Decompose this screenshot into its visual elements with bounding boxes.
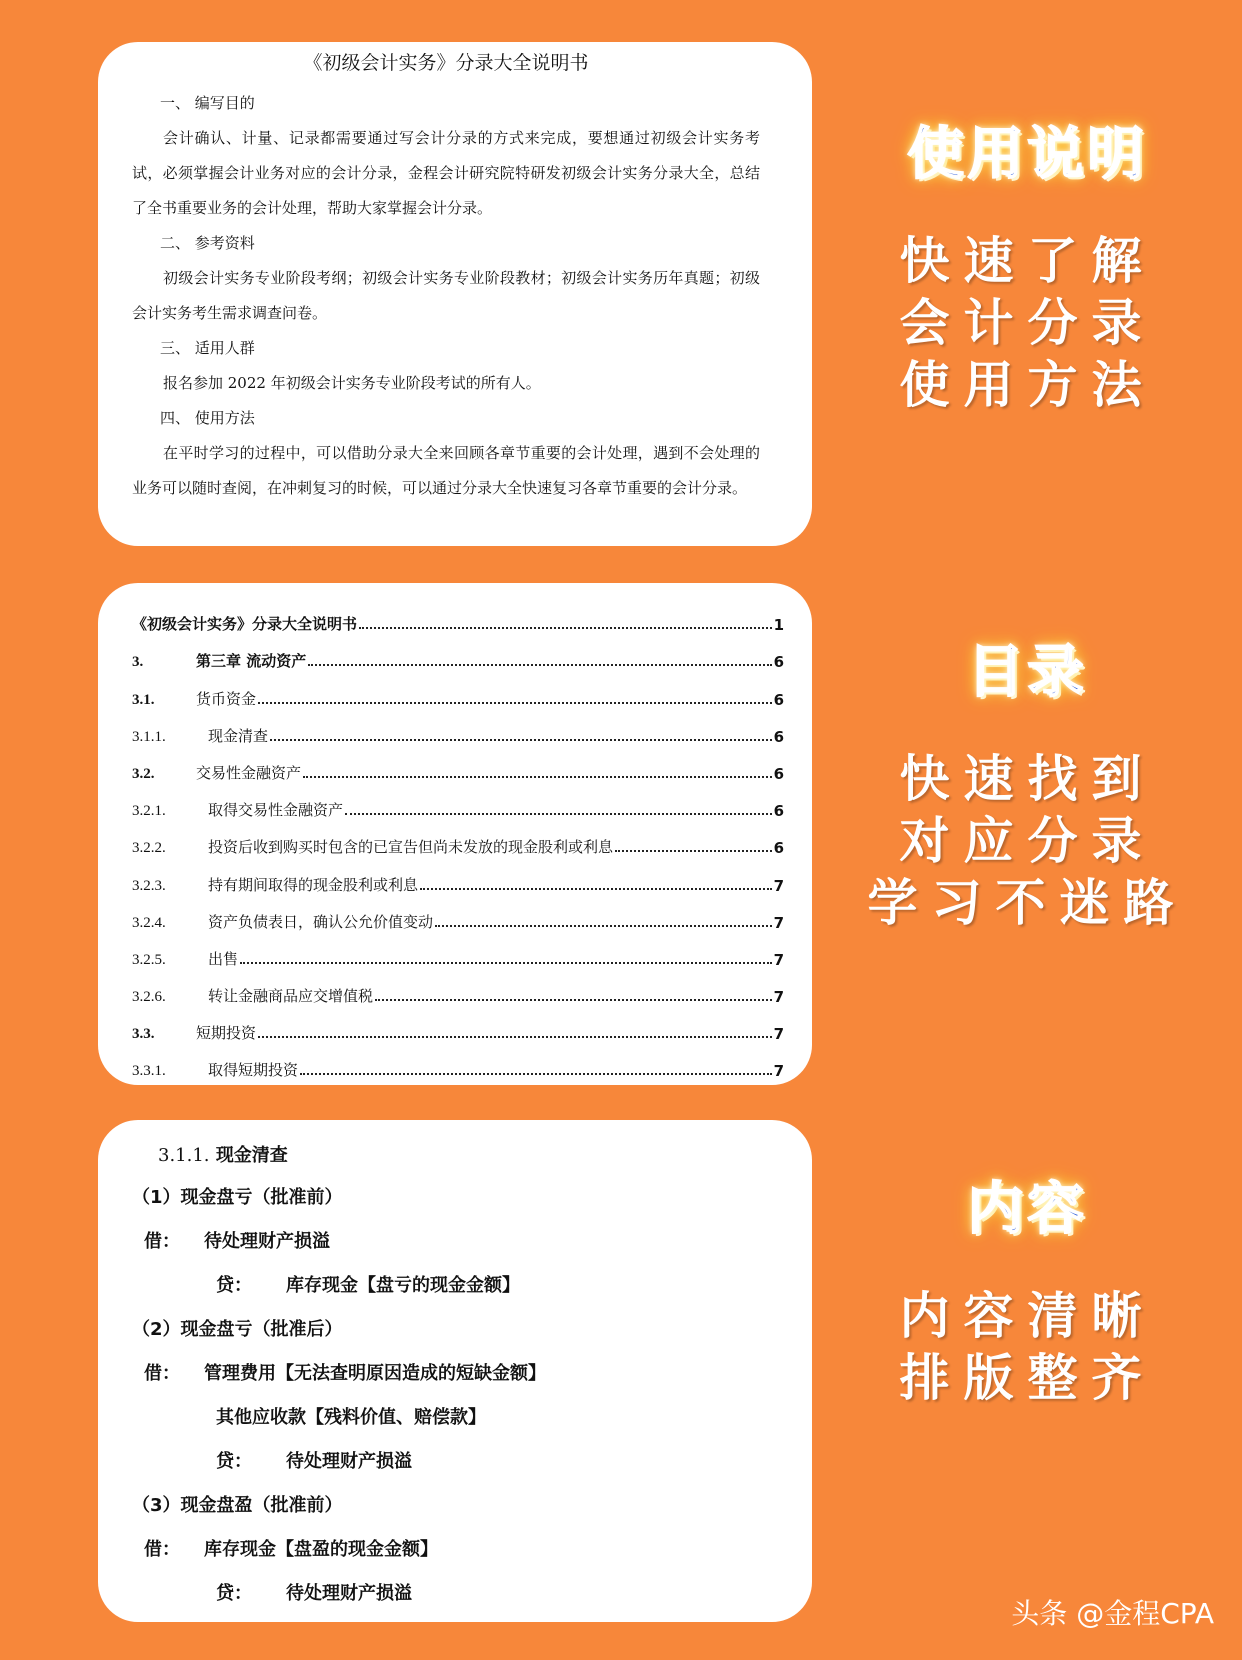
toc-entry-number: 3.2.4. xyxy=(132,914,166,931)
toc-entry-page: 7 xyxy=(773,1062,784,1081)
credit-line xyxy=(132,1572,778,1616)
toc-entry-page: 1 xyxy=(773,616,784,635)
debit-line xyxy=(132,1352,778,1396)
toc-entry[interactable] xyxy=(132,932,784,969)
toc-entry[interactable] xyxy=(132,895,784,932)
toc-entry-number: 3.3.1. xyxy=(132,1063,166,1080)
toc-entry-title: 取得短期投资 xyxy=(208,1061,299,1080)
toc-entry-page: 7 xyxy=(773,913,784,932)
toc-entry-title: 《初级会计实务》分录大全说明书 xyxy=(132,615,358,634)
entry-tag: 贷： xyxy=(216,1583,252,1604)
side-line: 快速了解 xyxy=(899,232,1156,290)
side-line: 快速找到 xyxy=(899,750,1156,808)
toc-leader-dots xyxy=(300,1072,772,1075)
side-description xyxy=(830,230,1225,416)
toc-leader-dots xyxy=(240,961,772,964)
toc-entry-number: 3.2.5. xyxy=(132,951,166,968)
content-card xyxy=(98,1120,812,1622)
entry-account: 库存现金【盘亏的现金金额】 xyxy=(286,1275,520,1296)
content-heading-text: 现金清查 xyxy=(215,1145,288,1166)
toc-entry-page: 6 xyxy=(773,653,784,672)
entry-tag: 借： xyxy=(144,1231,180,1252)
section-usage xyxy=(132,401,760,506)
content-heading-number: 3.1.1. xyxy=(158,1145,210,1166)
toc-entry-page: 7 xyxy=(773,876,784,895)
toc-leader-dots xyxy=(435,924,772,927)
toc-entry-number: 3.2.6. xyxy=(132,989,166,1006)
toc-entry[interactable] xyxy=(132,746,784,783)
toc-entry-title: 第三章 流动资产 xyxy=(196,652,307,671)
toc-leader-dots xyxy=(359,626,772,629)
intro-document-card xyxy=(98,42,812,546)
journal-entries xyxy=(132,1176,778,1616)
toc-entry[interactable] xyxy=(132,671,784,708)
toc-leader-dots xyxy=(345,812,772,815)
toc-entry-number: 3.1.1. xyxy=(132,728,166,745)
toc-entry[interactable] xyxy=(132,709,784,746)
debit-continuation-line xyxy=(132,1396,778,1440)
toc-entry-number: 3.2. xyxy=(132,765,155,782)
section-audience xyxy=(132,331,760,401)
toc-entry[interactable] xyxy=(132,1006,784,1043)
toc-entry-page: 6 xyxy=(773,802,784,821)
toc-entry[interactable] xyxy=(132,857,784,894)
side-line: 内容清晰 xyxy=(899,1287,1156,1345)
entry-subheading: （3）现金盘盈（批准前） xyxy=(132,1495,343,1516)
toc-entry-page: 7 xyxy=(773,950,784,969)
section-text: 初级会计实务专业阶段考纲；初级会计实务专业阶段教材；初级会计实务历年真题；初级会计实务考生需求调查问卷。 xyxy=(132,269,760,322)
entry-tag: 借： xyxy=(144,1539,180,1560)
entry-account: 待处理财产损溢 xyxy=(286,1583,412,1604)
side-label-toc xyxy=(830,628,1225,934)
entry-account: 其他应收款【残料价值、赔偿款】 xyxy=(216,1407,486,1428)
toc-entry-title: 短期投资 xyxy=(196,1024,257,1043)
side-title: 使用说明 xyxy=(907,122,1148,187)
entry-subheading: （1）现金盘亏（批准前） xyxy=(132,1187,343,1208)
toc-entry-title: 资产负债表日，确认公允价值变动 xyxy=(208,912,434,931)
toc-entry-title: 投资后收到购买时包含的已宣告但尚未发放的现金股利或利息 xyxy=(208,838,614,857)
toc-entry[interactable] xyxy=(132,783,784,820)
toc-leader-dots xyxy=(308,663,771,666)
debit-line xyxy=(132,1528,778,1572)
toc-entry[interactable] xyxy=(132,820,784,857)
toc-entry-page: 7 xyxy=(773,1025,784,1044)
section-references xyxy=(132,226,760,331)
document-title: 《初级会计实务》分录大全说明书 xyxy=(303,52,589,74)
toc-entry-number: 3.3. xyxy=(132,1026,155,1043)
toc-leader-dots xyxy=(303,775,772,778)
toc-entry-title: 转让金融商品应交增值税 xyxy=(208,987,374,1006)
section-text: 报名参加 2022 年初级会计实务专业阶段考试的所有人。 xyxy=(163,374,541,392)
toc-entry-page: 6 xyxy=(773,839,784,858)
toc-entry-number: 3.2.3. xyxy=(132,877,166,894)
entry-subheading: （2）现金盘亏（批准后） xyxy=(132,1319,343,1340)
toc-entry-title: 取得交易性金融资产 xyxy=(208,801,344,820)
section-heading: 四、 使用方法 xyxy=(160,409,255,427)
entry-account: 管理费用【无法查明原因造成的短缺金额】 xyxy=(204,1363,546,1384)
side-description xyxy=(830,1285,1225,1409)
entry-account: 待处理财产损溢 xyxy=(286,1451,412,1472)
toc-entry-number: 3.2.2. xyxy=(132,840,166,857)
entry-tag: 借： xyxy=(144,1363,180,1384)
toc-entry-title: 交易性金融资产 xyxy=(196,763,302,782)
toc-list xyxy=(132,597,784,1080)
section-heading: 二、 参考资料 xyxy=(160,234,255,252)
toc-leader-dots xyxy=(420,887,772,890)
footer-watermark: 头条 @金程CPA xyxy=(1011,1597,1214,1630)
content-heading xyxy=(132,1136,778,1176)
entry-account: 库存现金【盘盈的现金金额】 xyxy=(204,1539,438,1560)
toc-entry-page: 6 xyxy=(773,690,784,709)
toc-leader-dots xyxy=(258,701,772,704)
entry-tag: 贷： xyxy=(216,1275,252,1296)
toc-entry-number: 3.2.1. xyxy=(132,803,166,820)
toc-entry-number: 3. xyxy=(132,654,144,671)
toc-leader-dots xyxy=(258,1035,772,1038)
toc-leader-dots xyxy=(375,998,772,1001)
side-line: 会计分录 xyxy=(899,294,1156,352)
debit-line xyxy=(132,1220,778,1264)
toc-entry[interactable] xyxy=(132,1043,784,1080)
table-of-contents-card xyxy=(98,583,812,1085)
toc-entry-number: 3.1. xyxy=(132,691,155,708)
toc-entry[interactable] xyxy=(132,597,784,634)
side-label-content xyxy=(830,1165,1225,1409)
credit-line xyxy=(132,1264,778,1308)
entry-account: 待处理财产损溢 xyxy=(204,1231,330,1252)
side-label-usage xyxy=(830,110,1225,416)
entry-tag: 贷： xyxy=(216,1451,252,1472)
side-line: 使用方法 xyxy=(899,356,1156,414)
side-line: 对应分录 xyxy=(899,812,1156,870)
section-text: 在平时学习的过程中，可以借助分录大全来回顾各章节重要的会计处理，遇到不会处理的业务可以随时查阅，在冲刺复习的时候，可以通过分录大全快速复习各章节重要的会计分录。 xyxy=(132,444,760,497)
toc-entry-title: 现金清查 xyxy=(208,726,269,745)
toc-entry-page: 6 xyxy=(773,764,784,783)
section-text: 会计确认、计量、记录都需要通过写会计分录的方式来完成，要想通过初级会计实务考试，必须掌握会计业务对应的会计分录，金程会计研究院特研发初级会计实务分录大全，总结了全书重要业务的会计处理，帮助大家掌握会计分录。 xyxy=(132,129,760,217)
side-title: 内容 xyxy=(967,1177,1088,1242)
toc-entry-title: 出售 xyxy=(208,949,239,968)
toc-entry[interactable] xyxy=(132,634,784,671)
credit-line xyxy=(132,1440,778,1484)
section-purpose xyxy=(132,86,760,226)
side-title: 目录 xyxy=(967,640,1088,705)
side-line: 学习不迷路 xyxy=(867,874,1188,932)
toc-entry-title: 货币资金 xyxy=(196,689,257,708)
toc-entry-page: 7 xyxy=(773,988,784,1007)
toc-entry-title: 持有期间取得的现金股利或利息 xyxy=(208,875,419,894)
toc-entry-page: 6 xyxy=(773,727,784,746)
section-heading: 一、 编写目的 xyxy=(160,94,255,112)
toc-leader-dots xyxy=(615,849,772,852)
side-line: 排版整齐 xyxy=(899,1349,1156,1407)
section-heading: 三、 适用人群 xyxy=(160,339,255,357)
side-description xyxy=(830,748,1225,934)
toc-entry[interactable] xyxy=(132,969,784,1006)
toc-leader-dots xyxy=(270,738,772,741)
